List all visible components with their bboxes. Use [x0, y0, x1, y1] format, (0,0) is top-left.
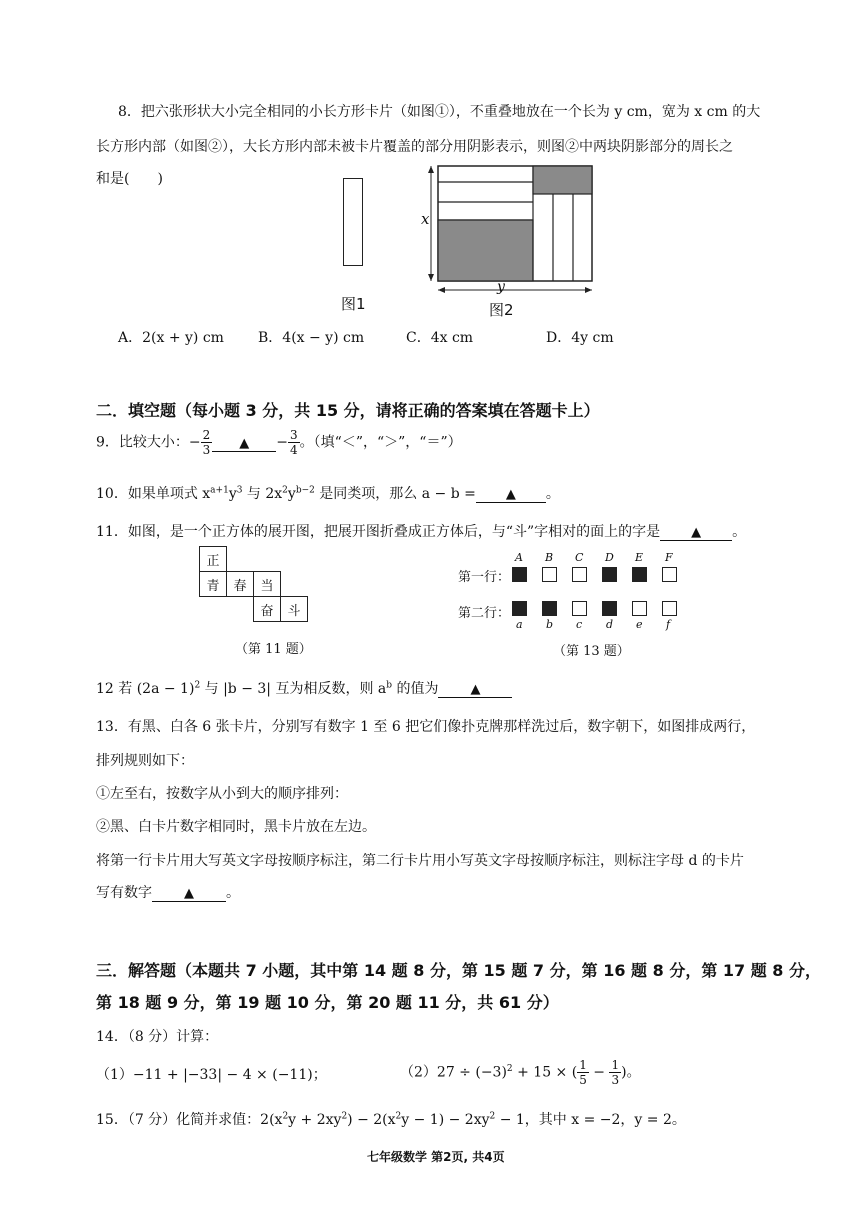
q13-line4: ②黑、白卡片数字相同时，黑卡片放在左边。 — [96, 819, 376, 835]
section2-title: 二．填空题（每小题 3 分，共 15 分，请将正确的答案填在答题卡上） — [96, 401, 600, 420]
card-letter-lower: d — [606, 618, 614, 631]
card-letter-upper: A — [515, 551, 523, 564]
card-letter-lower: e — [636, 618, 643, 631]
q14-part2: $(2)27 \div (-3)^2 + 15$ × ( $\frac{1}{5}$ − $\frac{1}{3}$ )。 — [400, 1058, 641, 1087]
cube-cell: 正 — [200, 547, 227, 572]
card-letter-upper: D — [605, 551, 614, 564]
card-letter-lower: f — [666, 618, 671, 631]
card-row2 — [632, 601, 647, 616]
fig1-label: 图1 — [341, 295, 366, 313]
card-row2 — [512, 601, 527, 616]
q9-minus: − — [276, 434, 289, 451]
q9-prefix: 9．比较大小：− — [96, 434, 201, 451]
card-row1 — [572, 567, 587, 582]
cube-net — [199, 546, 308, 622]
q13-caption: （第 13 题） — [553, 644, 630, 659]
q13-line5: 将第一行卡片用大写英文字母按顺序标注，第二行卡片用小写英文字母按顺序标注，则标注字母 d 的卡片 — [96, 853, 744, 869]
q13-line3: ①左至右，按数字从小到大的顺序排列： — [96, 786, 348, 802]
q13-line6: 写有数字 ▲ 。 — [96, 885, 240, 901]
row1-label: 第一行： — [458, 570, 511, 585]
q14-title: 14．（8 分）计算： — [96, 1029, 219, 1045]
q8-line2: 长方形内部（如图②），大长方形内部未被卡片覆盖的部分用阴影表示，则图②中两块阴影部分的周长之 — [96, 139, 733, 155]
option-a: A．2(x + y) cm — [118, 330, 224, 346]
card-row2 — [572, 601, 587, 616]
option-d: D．4y cm — [546, 330, 614, 346]
cube-cell: 春 — [227, 572, 254, 597]
fig2-label: 图2 — [489, 301, 514, 319]
q8-line1: 8．把六张形状大小完全相同的小长方形卡片（如图①），不重叠地放在一个长为 y cm，宽为 x cm 的大 — [118, 104, 761, 120]
q13-line2: 排列规则如下： — [96, 753, 194, 769]
card-row1 — [542, 567, 557, 582]
q9-blank: ▲ — [212, 435, 276, 452]
q11-blank: ▲ — [660, 524, 732, 541]
card-row2 — [662, 601, 677, 616]
q12-blank: ▲ — [438, 681, 512, 698]
option-c: C．4x cm — [406, 330, 474, 346]
row2-label: 第二行： — [458, 606, 511, 621]
q11-caption: （第 11 题） — [235, 642, 312, 657]
card-letter-lower: c — [576, 618, 583, 631]
card-row1 — [632, 567, 647, 582]
q13-blank: ▲ — [152, 885, 226, 902]
card-letter-upper: C — [575, 551, 584, 564]
cube-cell: 青 — [200, 572, 227, 597]
q15: 15．（7 分）化简并求值：$2(x^2y + 2xy^2) - 2(x^2y - 1) - 2xy^2 - 1$，其中 x = −2，y = 2。 — [96, 1111, 686, 1128]
card-row1 — [602, 567, 617, 582]
fig2-y-label: y — [497, 279, 505, 295]
q10-blank: ▲ — [476, 486, 546, 503]
card-letter-lower: a — [516, 618, 523, 631]
card-row1 — [512, 567, 527, 582]
q8-line3: 和是( ) — [96, 171, 163, 187]
fig2-x-label: x — [421, 210, 430, 228]
cube-cell: 奋 — [254, 597, 281, 622]
section3-line2: 第 18 题 9 分，第 19 题 10 分，第 20 题 11 分，共 61 分） — [96, 993, 559, 1012]
q12: 12 若 $(2a - 1)^2$ 与 |b − 3| 互为相反数，则 $a^b$ 的值为 ▲ — [96, 678, 512, 698]
page-footer: 七年级数学 第2页, 共4页 — [367, 1150, 505, 1164]
card-row2 — [602, 601, 617, 616]
q9-frac2: $\frac{3}{4}$ — [290, 428, 298, 457]
q14-part1: （1）−11 + |−33| − 4 × (−11)； — [96, 1067, 327, 1083]
q9 — [96, 428, 462, 457]
option-b: B．4(x − y) cm — [258, 330, 365, 346]
card-letter-lower: b — [546, 618, 554, 631]
section3-line1: 三．解答题（本题共 7 小题，其中第 14 题 8 分，第 15 题 7 分，第 16 题 8 分，第 17 题 8 分， — [96, 961, 821, 980]
fig2-diagram — [418, 160, 603, 300]
q10: 10．如果单项式 $x^{a+1}y^3$ 与 $2x^2y^{b-2}$ 是同类项，那么 a − b = ▲ 。 — [96, 485, 560, 502]
card-letter-upper: B — [545, 551, 554, 564]
card-row2 — [542, 601, 557, 616]
q9-suffix: 。（填“＜”，“＞”，“＝”） — [299, 434, 462, 451]
fig1-card — [343, 178, 363, 266]
card-letter-upper: F — [665, 551, 673, 564]
card-row1 — [662, 567, 677, 582]
cube-cell: 当 — [254, 572, 281, 597]
q13-line1: 13．有黑、白各 6 张卡片，分别写有数字 1 至 6 把它们像扑克牌那样洗过后，数字朝下，如图排成两行， — [96, 719, 756, 735]
card-letter-upper: E — [635, 551, 644, 564]
q11-text: 11．如图，是一个正方体的展开图，把展开图折叠成正方体后，与“斗”字相对的面上的字是 ▲ 。 — [96, 524, 747, 540]
q9-frac1: $\frac{2}{3}$ — [202, 428, 211, 457]
cube-cell: 斗 — [281, 597, 308, 622]
